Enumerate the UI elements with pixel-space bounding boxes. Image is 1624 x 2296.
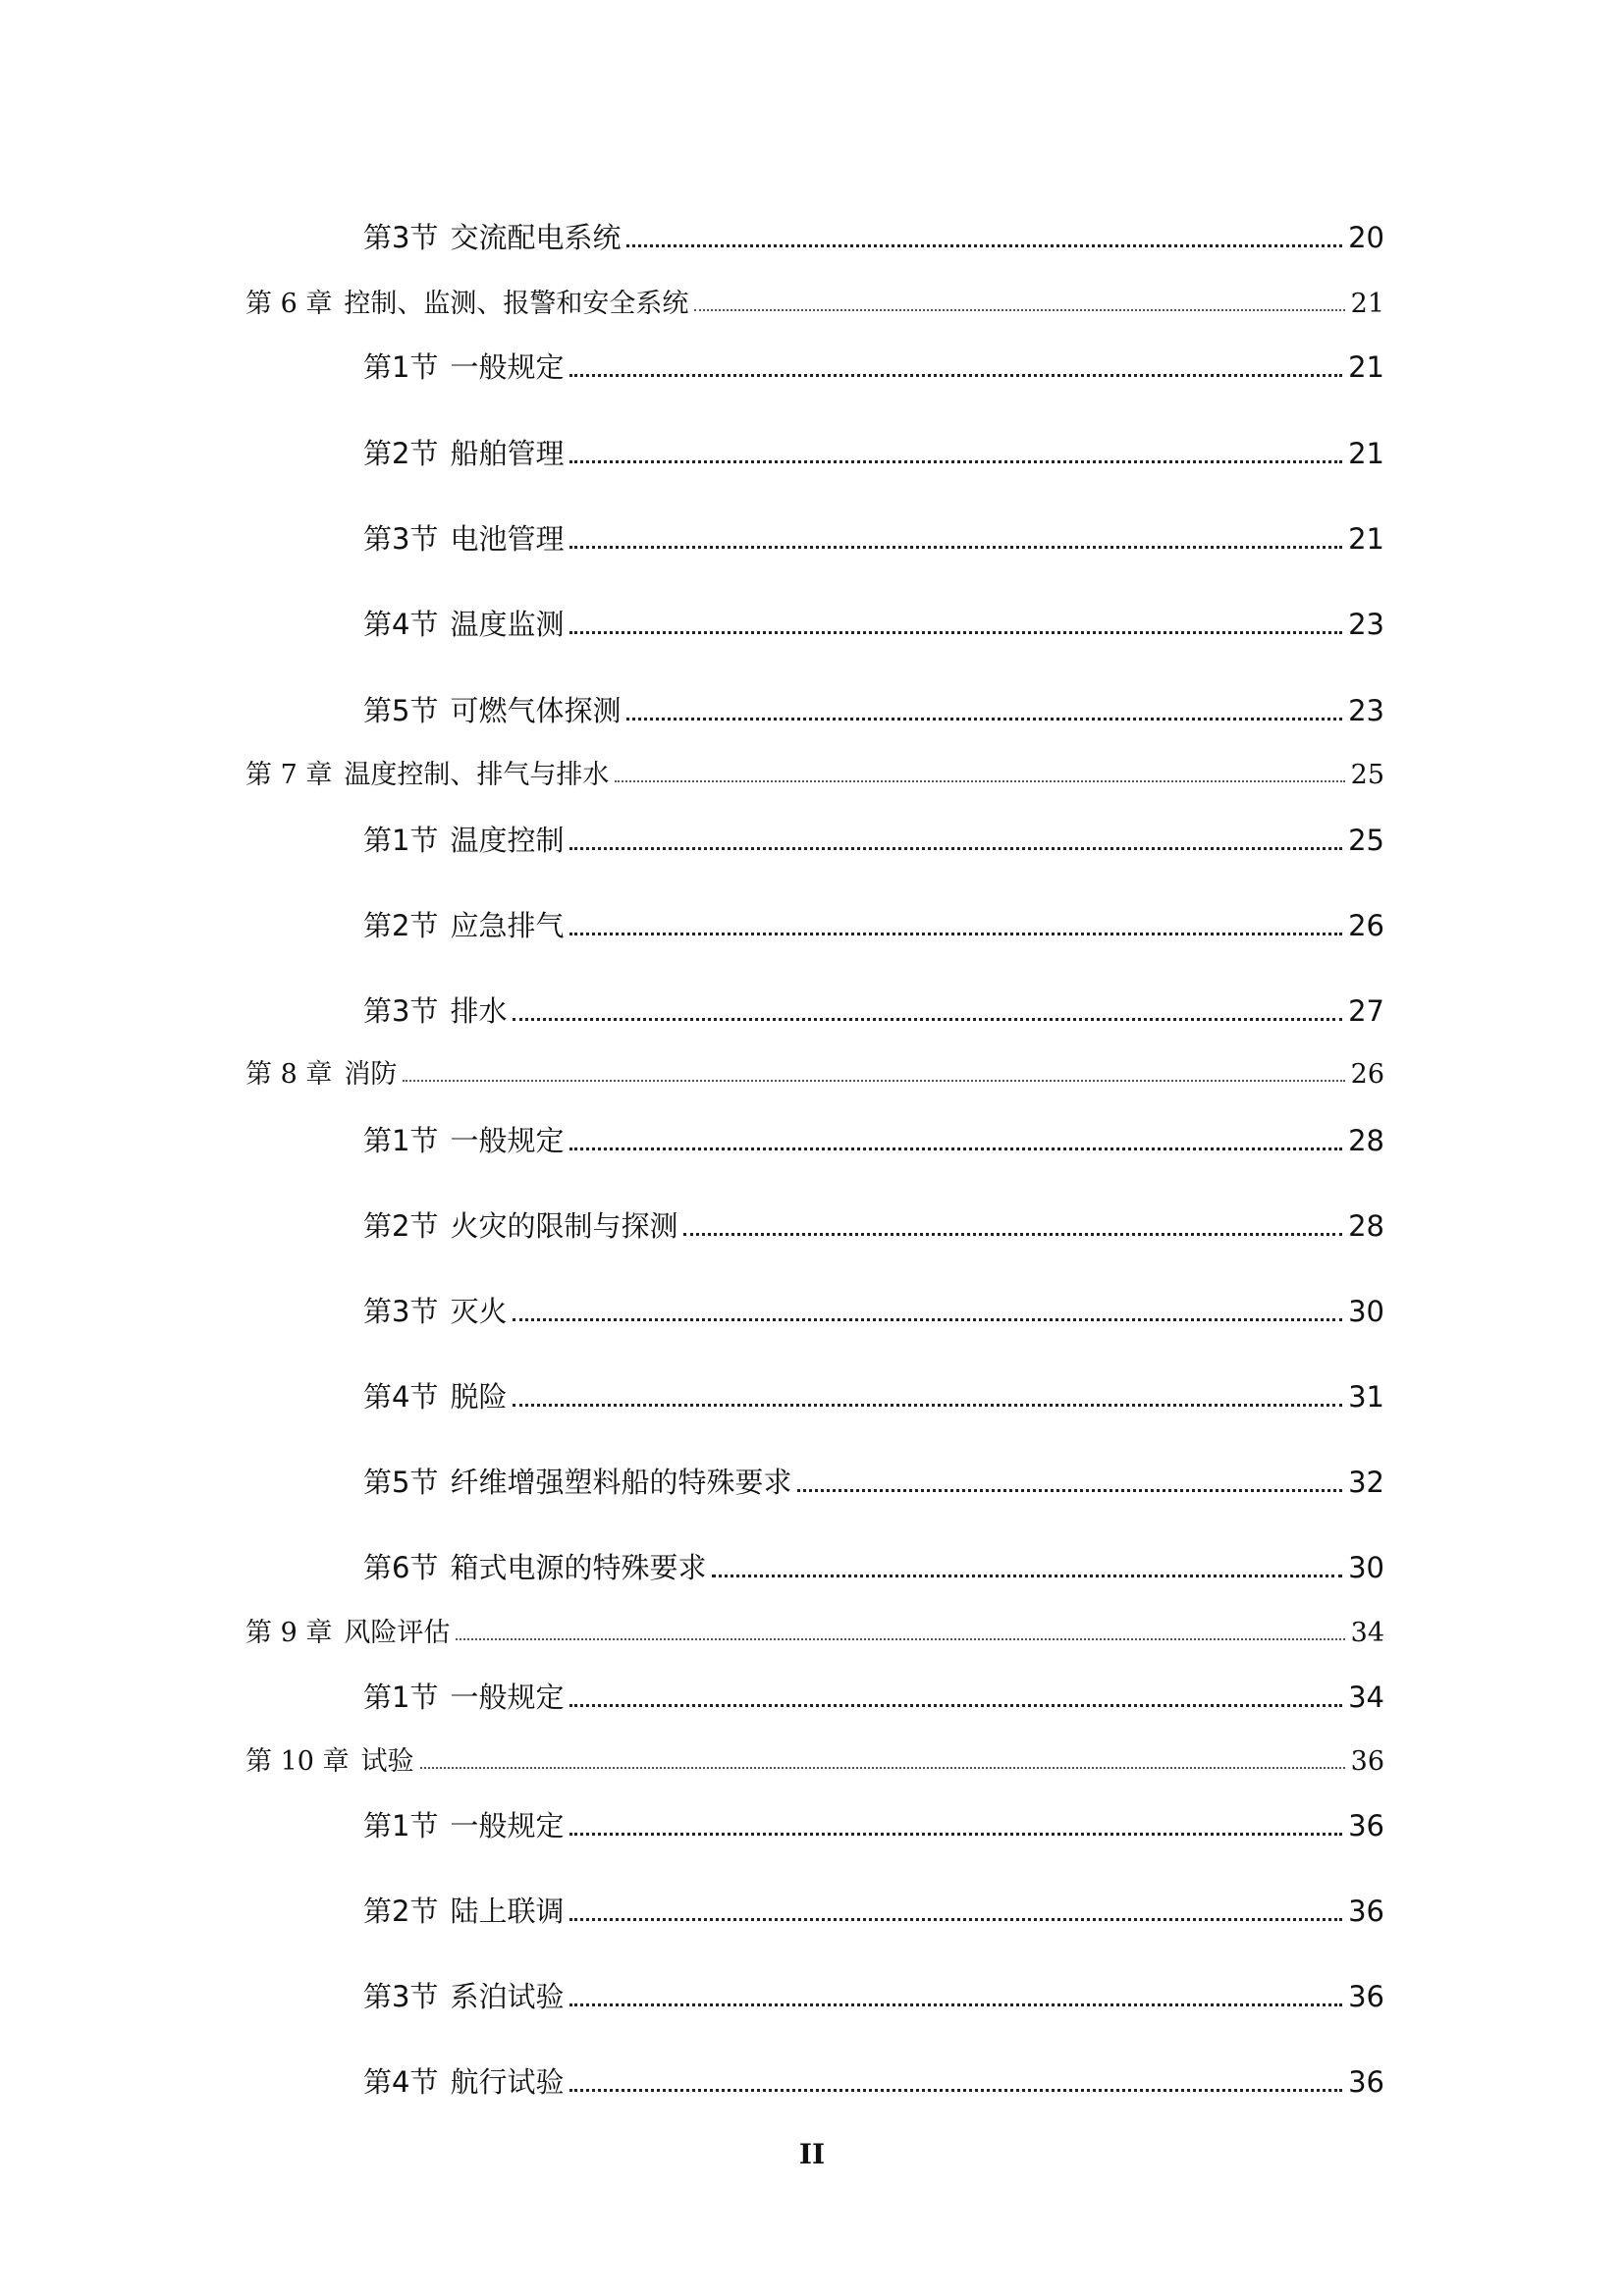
toc-dot-leader: [513, 1404, 1342, 1407]
toc-entry-page: 23: [1348, 608, 1384, 641]
toc-dot-leader: [694, 309, 1344, 311]
toc-entry-title: 纤维增强塑料船的特殊要求: [450, 1466, 792, 1499]
toc-dot-leader: [569, 631, 1342, 634]
toc-entry-number: 第4节: [363, 2065, 439, 2099]
toc-dot-leader: [420, 1767, 1345, 1769]
toc-entry-page: 25: [1348, 824, 1384, 857]
toc-dot-leader: [569, 1704, 1342, 1707]
toc-dot-leader: [615, 780, 1344, 782]
toc-entry-section[interactable]: [363, 1551, 1384, 1584]
toc-entry-page: 21: [1348, 522, 1384, 556]
page-number: II: [798, 2138, 826, 2170]
toc-entry-title: 试验: [360, 1746, 414, 1777]
toc-entry-number: 第3节: [363, 1295, 439, 1328]
toc-entry-number: 第3节: [363, 221, 439, 254]
toc-entry-section[interactable]: [363, 1380, 1384, 1414]
toc-entry-section[interactable]: [363, 1683, 1384, 1712]
toc-entry-page: 36: [1348, 1895, 1384, 1928]
toc-entry-number: 第3节: [363, 1980, 439, 2013]
toc-entry-title: 消防: [344, 1059, 398, 1090]
toc-dot-leader: [569, 546, 1342, 549]
toc-entry-number: 第6节: [363, 1551, 439, 1584]
toc-entry-title: 温度控制: [450, 824, 565, 857]
toc-dot-leader: [569, 374, 1342, 377]
toc-dot-leader: [456, 1638, 1344, 1640]
toc-entry-section[interactable]: [363, 2065, 1384, 2099]
toc-entry-number: 第2节: [363, 1209, 439, 1243]
toc-entry-section[interactable]: [363, 1468, 1384, 1497]
toc-entry-section[interactable]: [363, 994, 1384, 1028]
toc-dot-leader: [569, 460, 1342, 463]
toc-dot-leader: [569, 1833, 1342, 1836]
toc-entry-chapter[interactable]: [245, 291, 1384, 317]
toc-entry-number: 第 6 章: [245, 289, 333, 319]
toc-entry-chapter[interactable]: [245, 762, 1384, 788]
toc-entry-title: 一般规定: [450, 1124, 565, 1157]
toc-dot-leader: [626, 718, 1342, 721]
toc-entry-title: 系泊试验: [450, 1980, 565, 2013]
toc-entry-number: 第 7 章: [245, 760, 333, 790]
toc-entry-section[interactable]: [363, 1124, 1384, 1157]
toc-entry-page: 36: [1348, 1809, 1384, 1842]
toc-entry-number: 第3节: [363, 994, 439, 1028]
toc-entry-section[interactable]: [363, 1980, 1384, 2013]
toc-entry-title: 电池管理: [450, 522, 565, 556]
toc-entry-section[interactable]: [363, 1209, 1384, 1243]
toc-entry-page: 36: [1350, 1746, 1384, 1777]
toc-entry-title: 脱险: [450, 1380, 508, 1414]
toc-entry-page: 34: [1350, 1618, 1384, 1648]
toc-entry-number: 第 9 章: [245, 1618, 333, 1648]
toc-entry-page: 30: [1348, 1551, 1384, 1584]
toc-entry-number: 第1节: [363, 1809, 439, 1842]
toc-entry-title: 风险评估: [344, 1618, 451, 1648]
toc-entry-number: 第2节: [363, 909, 439, 942]
toc-entry-page: 31: [1348, 1380, 1384, 1414]
toc-entry-number: 第1节: [363, 350, 439, 384]
toc-entry-title: 温度监测: [450, 608, 565, 641]
toc-entry-page: 36: [1348, 2065, 1384, 2099]
toc-dot-leader: [626, 244, 1342, 247]
toc-entry-page: 21: [1348, 437, 1384, 470]
toc-entry-page: 34: [1348, 1681, 1384, 1714]
toc-entry-title: 火灾的限制与探测: [450, 1209, 678, 1243]
toc-dot-leader: [513, 1318, 1342, 1321]
toc-entry-number: 第 8 章: [245, 1059, 333, 1090]
toc-entry-section[interactable]: [363, 909, 1384, 942]
toc-entry-number: 第1节: [363, 824, 439, 857]
toc-entry-page: 26: [1348, 909, 1384, 942]
toc-entry-section[interactable]: [363, 522, 1384, 556]
toc-entry-page: 28: [1348, 1124, 1384, 1157]
toc-entry-number: 第1节: [363, 1681, 439, 1714]
toc-dot-leader: [569, 1918, 1342, 1921]
toc-entry-title: 一般规定: [450, 1809, 565, 1842]
toc-entry-section[interactable]: [363, 1295, 1384, 1328]
toc-entry-section[interactable]: [363, 824, 1384, 857]
toc-dot-leader: [797, 1489, 1342, 1492]
toc-dot-leader: [569, 847, 1342, 850]
toc-entry-number: 第2节: [363, 1895, 439, 1928]
toc-dot-leader: [569, 2003, 1342, 2006]
toc-entry-title: 航行试验: [450, 2065, 565, 2099]
toc-entry-page: 28: [1348, 1209, 1384, 1243]
toc-dot-leader: [712, 1575, 1342, 1577]
toc-entry-title: 可燃气体探测: [450, 694, 622, 727]
toc-entry-number: 第4节: [363, 1380, 439, 1414]
toc-entry-title: 应急排气: [450, 909, 565, 942]
toc-entry-title: 一般规定: [450, 350, 565, 384]
toc-entry-number: 第5节: [363, 694, 439, 727]
toc-entry-number: 第4节: [363, 608, 439, 641]
toc-entry-section[interactable]: [363, 437, 1384, 470]
toc-entry-chapter[interactable]: [245, 1061, 1384, 1088]
toc-entry-title: 排水: [450, 994, 508, 1028]
toc-entry-title: 箱式电源的特殊要求: [450, 1551, 707, 1584]
toc-dot-leader: [403, 1080, 1344, 1082]
toc-entry-number: 第2节: [363, 437, 439, 470]
toc-dot-leader: [683, 1233, 1342, 1236]
toc-entry-page: 21: [1350, 289, 1384, 319]
toc-entry-title: 船舶管理: [450, 437, 565, 470]
toc-entry-section[interactable]: [363, 694, 1384, 727]
toc-dot-leader: [569, 2089, 1342, 2092]
toc-dot-leader: [513, 1018, 1342, 1021]
toc-entry-title: 温度控制、排气与排水: [344, 760, 610, 790]
toc-entry-section[interactable]: [363, 221, 1384, 254]
toc-entry-number: 第1节: [363, 1124, 439, 1157]
toc-entry-title: 交流配电系统: [450, 221, 622, 254]
toc-entry-number: 第 10 章: [245, 1746, 350, 1777]
toc-entry-chapter[interactable]: [245, 1620, 1384, 1646]
toc-entry-section[interactable]: [363, 350, 1384, 384]
toc-entry-page: 20: [1348, 221, 1384, 254]
toc-entry-page: 26: [1350, 1059, 1384, 1090]
toc-entry-title: 一般规定: [450, 1681, 565, 1714]
toc-entry-title: 陆上联调: [450, 1895, 565, 1928]
toc-entry-number: 第5节: [363, 1466, 439, 1499]
toc-entry-page: 36: [1348, 1980, 1384, 2013]
toc-entry-section[interactable]: [363, 1809, 1384, 1842]
toc-entry-title: 控制、监测、报警和安全系统: [344, 289, 689, 319]
toc-entry-number: 第3节: [363, 522, 439, 556]
toc-entry-page: 30: [1348, 1295, 1384, 1328]
toc-entry-title: 灭火: [450, 1295, 508, 1328]
toc-entry-page: 25: [1350, 760, 1384, 790]
toc-dot-leader: [569, 1148, 1342, 1150]
toc-entry-page: 23: [1348, 694, 1384, 727]
toc-entry-page: 21: [1348, 350, 1384, 384]
toc-entry-section[interactable]: [363, 1897, 1384, 1926]
toc-entry-section[interactable]: [363, 608, 1384, 641]
toc-entry-page: 27: [1348, 994, 1384, 1028]
toc-dot-leader: [569, 933, 1342, 935]
toc-entry-chapter[interactable]: [245, 1748, 1384, 1775]
toc-entry-page: 32: [1348, 1466, 1384, 1499]
